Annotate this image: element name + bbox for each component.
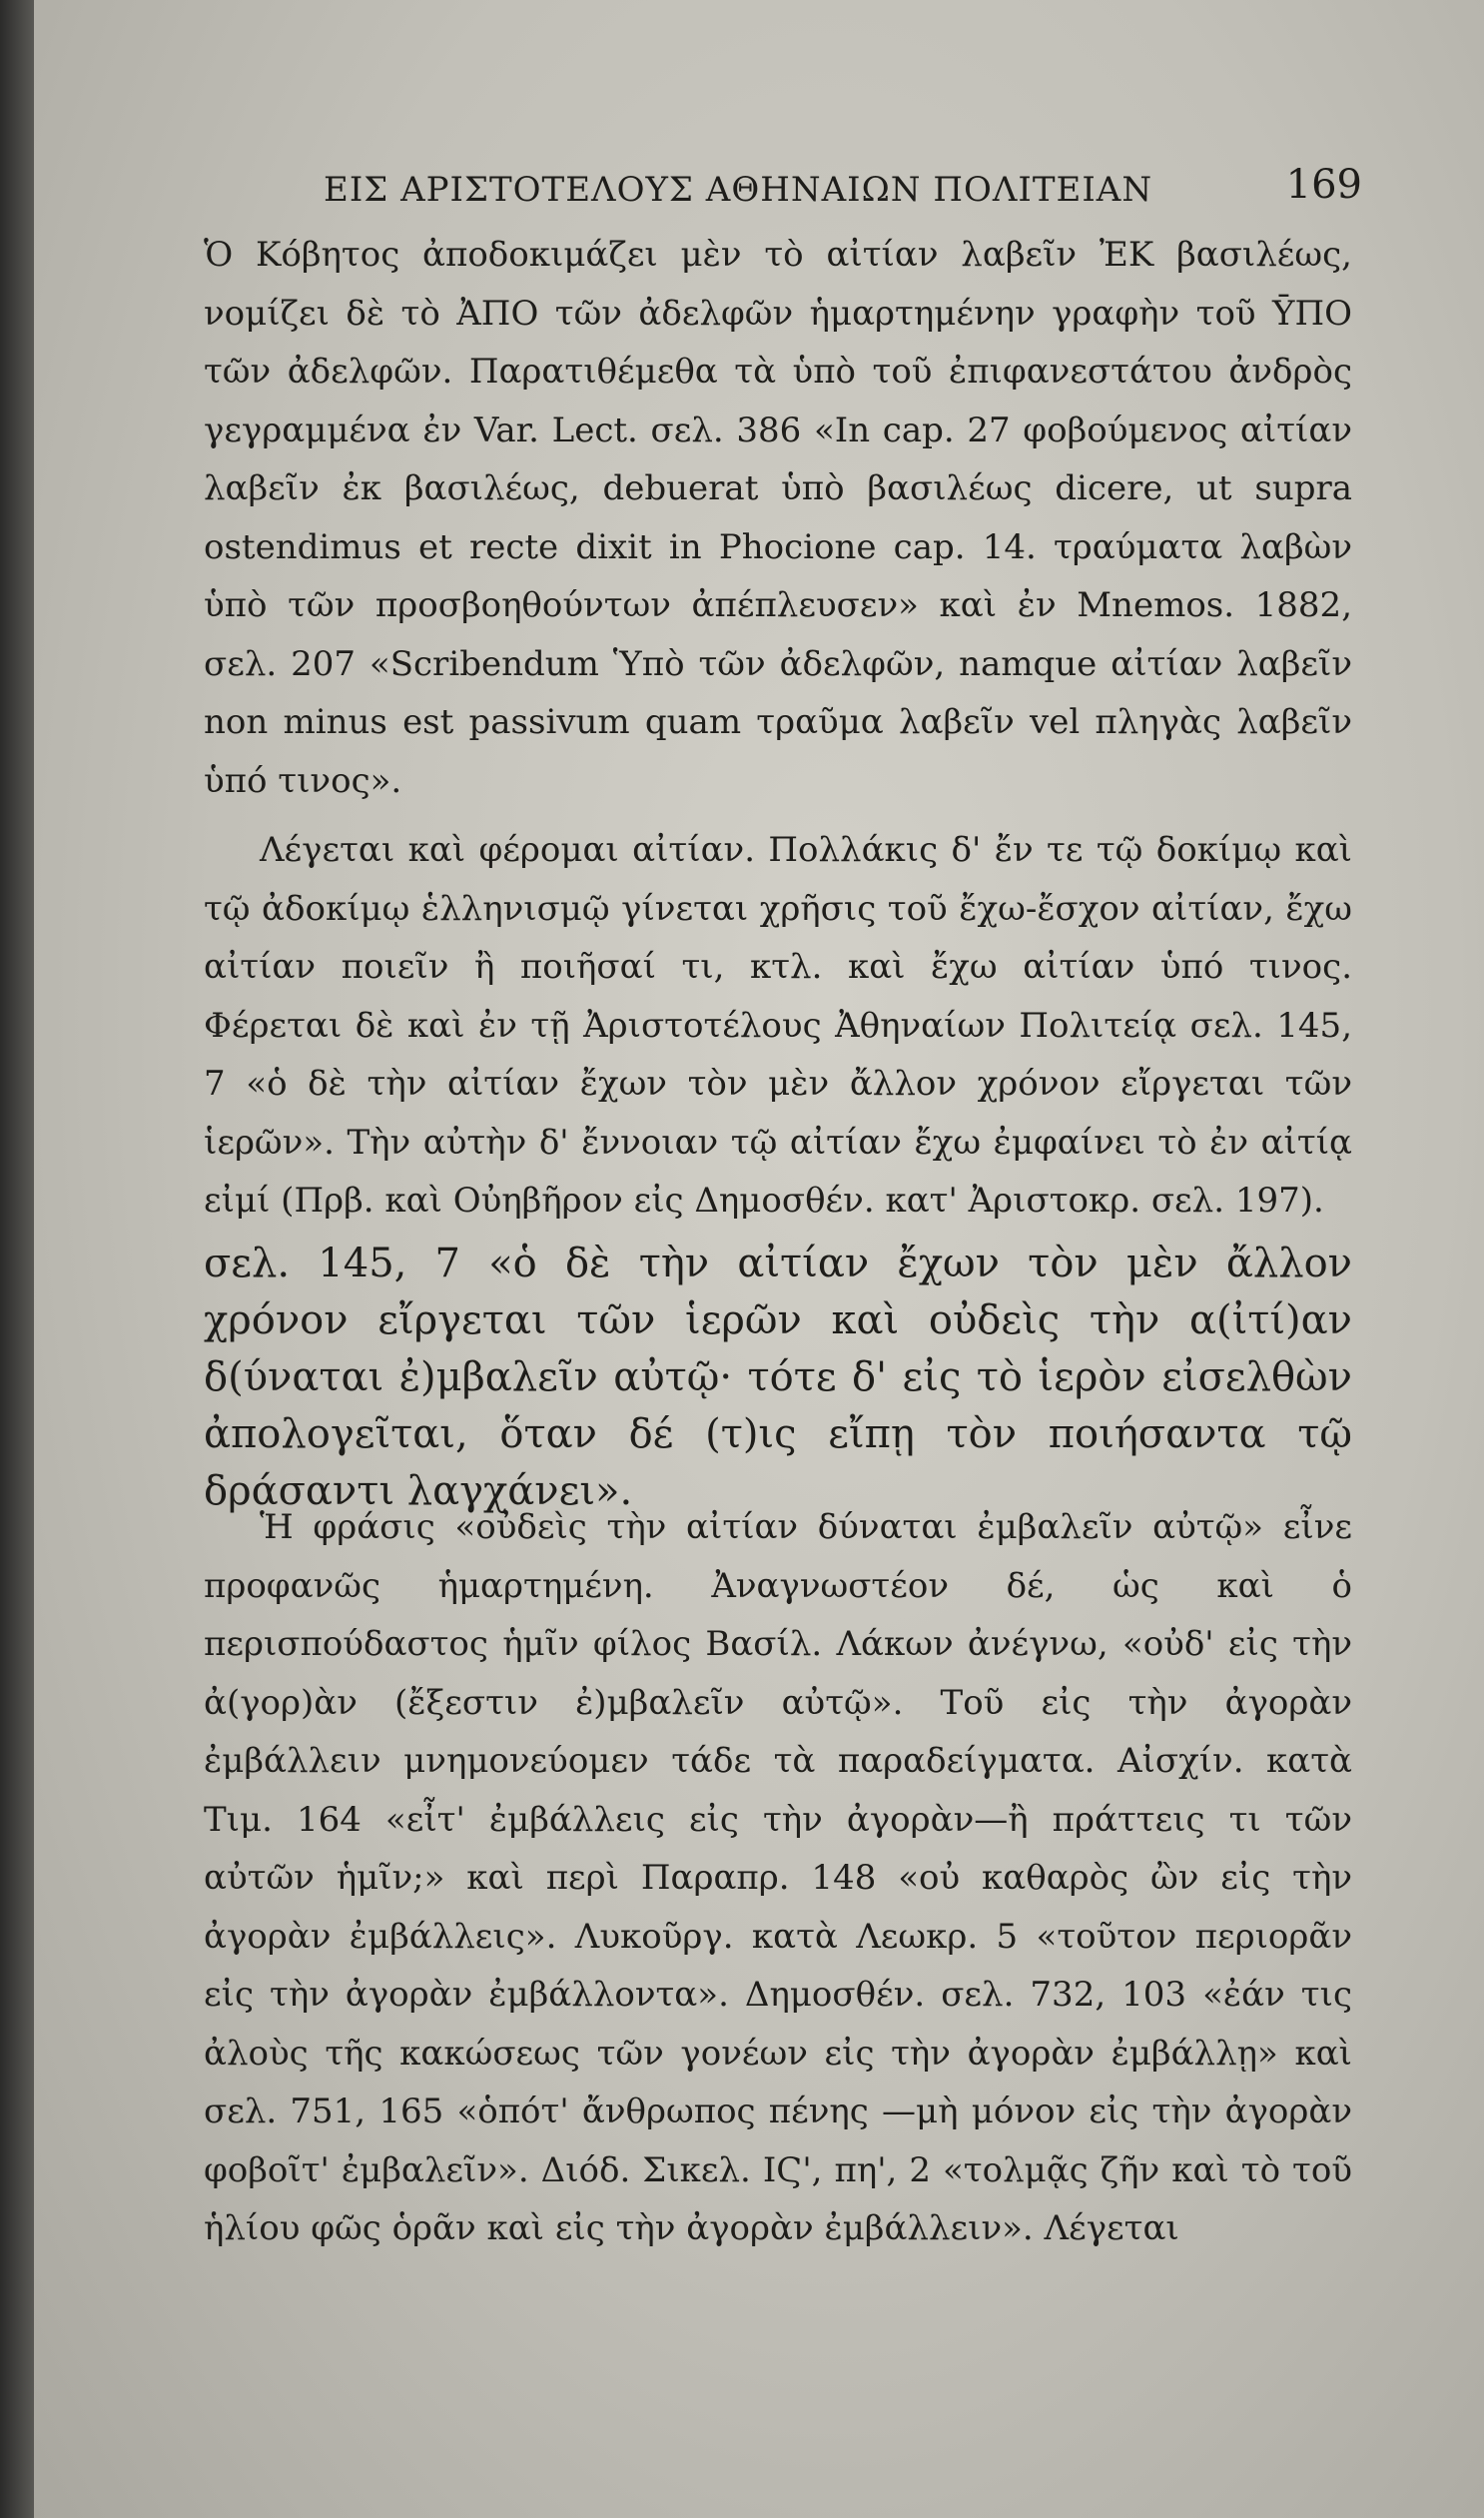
running-title: ΕΙΣ ΑΡΙΣΤΟΤΕΛΟΥΣ ΑΘΗΝΑΙΩΝ ΠΟΛΙΤΕΙΑΝ: [324, 170, 1153, 210]
book-spine-shadow: [0, 0, 34, 2518]
paragraph-commentary-1: Ὁ Κόβητος ἀποδοκιμάζει μὲν τὸ αἰτίαν λαβεῖν ἘΚ βασιλέως, νομίζει δὲ τὸ ἈΠΟ τῶν ἀδελφῶν ἡμαρτημένην γραφὴν τοῦ ῩΠΟ τῶν ἀδελφῶν. Παρατιθέμεθα τὰ ὑπὸ τοῦ ἐπιφανεστάτου ἀνδρὸς γεγραμμένα ἐν Var. Lect. σελ. 386 «In cap. 27 φοβούμενος αἰτίαν λαβεῖν ἐκ βασιλέως, debuerat ὑπὸ βασιλέως dicere, ut supra ostendimus et recte dixit in Phocione cap. 14. τραύματα λαβὼν ὑπὸ τῶν προσβοηθούντων ἀπέπλευσεν» καὶ ἐν Mnemos. 1882, σελ. 207 «Scribendum Ὑπὸ τῶν ἀδελφῶν, namque αἰτίαν λαβεῖν non minus est passivum quam τραῦμα λαβεῖν vel πληγὰς λαβεῖν ὑπό τινος».: [204, 235, 1352, 801]
page-number: 169: [1285, 162, 1362, 208]
page-header: [234, 160, 1362, 220]
paragraph-quoted-text: σελ. 145, 7 «ὁ δὲ τὴν αἰτίαν ἔχων τὸν μὲν ἄλλον χρόνον εἴργεται τῶν ἱερῶν καὶ οὐδεὶς τὴν α(ἰτί)αν δ(ύναται ἐ)μβαλεῖν αὐτῷ· τότε δ' εἰς τὸ ἱερὸν εἰσελθὼν ἀπολογεῖται, ὅταν δέ (τ)ις εἴπῃ τὸν ποιήσαντα τῷ δράσαντι λαγχάνει».: [204, 1241, 1352, 1514]
book-page: [34, 0, 1484, 2518]
paragraph-commentary-3: Ἡ φράσις «οὐδεὶς τὴν αἰτίαν δύναται ἐμβαλεῖν αὐτῷ» εἶνε προφανῶς ἡμαρτημένη. Ἀναγνωστέον δέ, ὡς καὶ ὁ περισπούδαστος ἡμῖν φίλος Βασίλ. Λάκων ἀνέγνω, «οὐδ' εἰς τὴν ἀ(γορ)ὰν (ἔξεστιν ἐ)μβαλεῖν αὐτῷ». Τοῦ εἰς τὴν ἀγορὰν ἐμβάλλειν μνημονεύομεν τάδε τὰ παραδείγματα. Αἰσχίν. κατὰ Τιμ. 164 «εἶτ' ἐμβάλλεις εἰς τὴν ἀγορὰν—ἢ πράττεις τι τῶν αὐτῶν ἡμῖν;» καὶ περὶ Παραπρ. 148 «οὐ καθαρὸς ὢν εἰς τὴν ἀγορὰν ἐμβάλλεις». Λυκοῦργ. κατὰ Λεωκρ. 5 «τοῦτον περιορᾶν εἰς τὴν ἀγορὰν ἐμβάλλοντα». Δημοσθέν. σελ. 732, 103 «ἐάν τις ἀλοὺς τῆς κακώσεως τῶν γονέων εἰς τὴν ἀγορὰν ἐμβάλλῃ» καὶ σελ. 751, 165 «ὁπότ' ἄνθρωπος πένης —μὴ μόνον εἰς τὴν ἀγορὰν φοβοῖτ' ἐμβαλεῖν». Διόδ. Σικελ. ΙϚ', πη', 2 «τολμᾷς ζῆν καὶ τὸ τοῦ ἡλίου φῶς ὁρᾶν καὶ εἰς τὴν ἀγορὰν ἐμβάλλειν». Λέγεται: [204, 1507, 1352, 2248]
paragraph-commentary-2: Λέγεται καὶ φέρομαι αἰτίαν. Πολλάκις δ' ἔν τε τῷ δοκίμῳ καὶ τῷ ἀδοκίμῳ ἑλληνισμῷ γίνεται χρῆσις τοῦ ἔχω-ἔσχον αἰτίαν, ἔχω αἰτίαν ποιεῖν ἢ ποιῆσαί τι, κτλ. καὶ ἔχω αἰτίαν ὑπό τινος. Φέρεται δὲ καὶ ἐν τῇ Ἀριστοτέλους Ἀθηναίων Πολιτείᾳ σελ. 145, 7 «ὁ δὲ τὴν αἰτίαν ἔχων τὸν μὲν ἄλλον χρόνον εἴργεται τῶν ἱερῶν». Τὴν αὐτὴν δ' ἔννοιαν τῷ αἰτίαν ἔχω ἐμφαίνει τὸ ἐν αἰτίᾳ εἰμί (Πρβ. καὶ Οὐηβῆρον εἰς Δημοσθέν. κατ' Ἀριστοκρ. σελ. 197).: [204, 830, 1352, 1221]
